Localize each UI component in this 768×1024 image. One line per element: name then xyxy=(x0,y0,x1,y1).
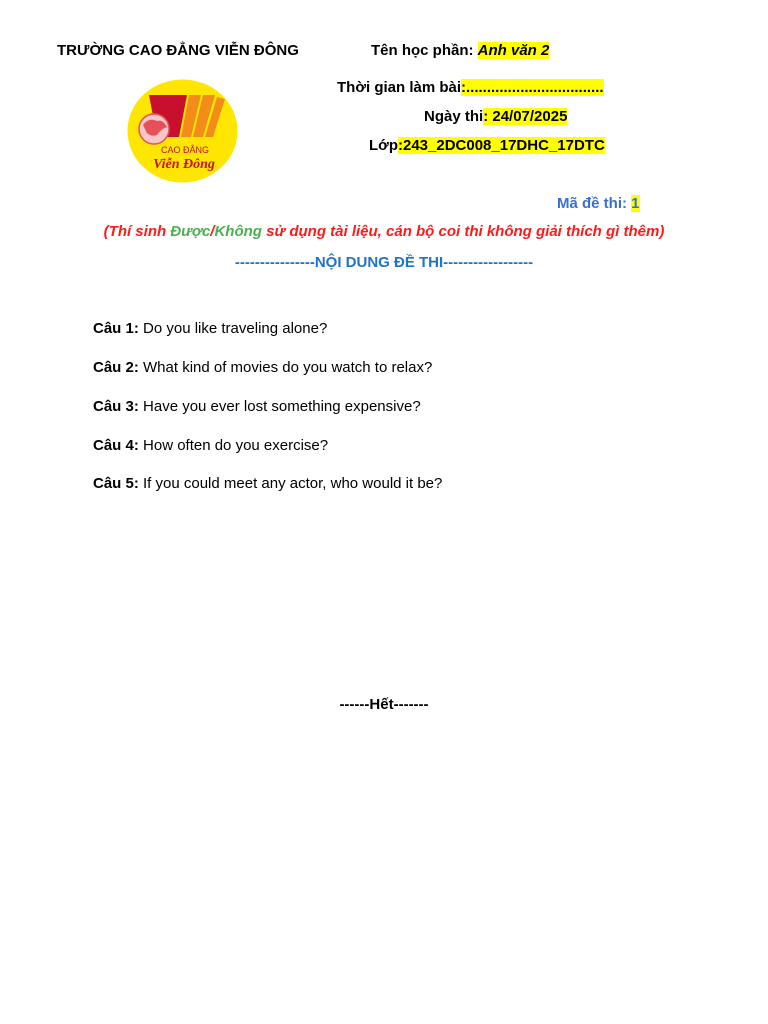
question-label: Câu 4: xyxy=(93,437,139,454)
question-text: Do you like traveling alone? xyxy=(143,320,328,337)
logo-text-top: CAO ĐẲNG xyxy=(160,145,210,155)
course-value: Anh văn 2 xyxy=(477,42,550,59)
notice-separator: / xyxy=(210,223,215,240)
question-label: Câu 3: xyxy=(93,398,139,415)
question-text: How often do you exercise? xyxy=(143,437,329,454)
time-value: :................................. xyxy=(461,79,604,96)
question-item xyxy=(93,437,328,454)
question-item xyxy=(93,475,442,492)
question-text: If you could meet any actor, who would it be? xyxy=(143,475,443,492)
question-item xyxy=(93,398,421,415)
question-item xyxy=(93,359,432,376)
date-line xyxy=(424,108,567,125)
time-label: Thời gian làm bài xyxy=(337,79,462,96)
school-logo xyxy=(127,79,238,183)
course-line xyxy=(371,42,549,59)
notice-option-not-allowed: Không xyxy=(214,223,262,240)
question-text: What kind of movies do you watch to relax? xyxy=(143,359,433,376)
school-name: TRƯỜNG CAO ĐẲNG VIỄN ĐÔNG xyxy=(57,42,299,59)
section-title: ----------------NỘI DUNG ĐỀ THI------------------ xyxy=(234,254,534,271)
class-value: :243_2DC008_17DHC_17DTC xyxy=(398,137,605,154)
end-marker: ------Hết------- xyxy=(339,696,429,713)
exam-code-value: 1 xyxy=(631,195,640,212)
class-line xyxy=(369,137,605,154)
exam-code-label: Mã đề thi: xyxy=(557,195,627,212)
exam-notice xyxy=(0,223,768,240)
date-value: : 24/07/2025 xyxy=(483,108,568,125)
notice-suffix: sử dụng tài liệu, cán bộ coi thi không giải thích gì thêm) xyxy=(261,223,665,240)
exam-code-line xyxy=(557,195,640,212)
date-label: Ngày thi xyxy=(424,108,484,125)
course-label: Tên học phần: xyxy=(371,42,474,59)
notice-option-allowed: Được xyxy=(170,223,211,240)
logo-text-bottom: Viễn Đông xyxy=(153,157,215,172)
time-line xyxy=(337,79,604,96)
notice-prefix: (Thí sinh xyxy=(103,223,171,240)
question-label: Câu 2: xyxy=(93,359,139,376)
question-text: Have you ever lost something expensive? xyxy=(143,398,421,415)
question-item xyxy=(93,320,327,337)
logo-emblem-icon xyxy=(127,79,238,183)
question-label: Câu 1: xyxy=(93,320,139,337)
question-label: Câu 5: xyxy=(93,475,139,492)
class-label: Lớp xyxy=(369,137,398,154)
